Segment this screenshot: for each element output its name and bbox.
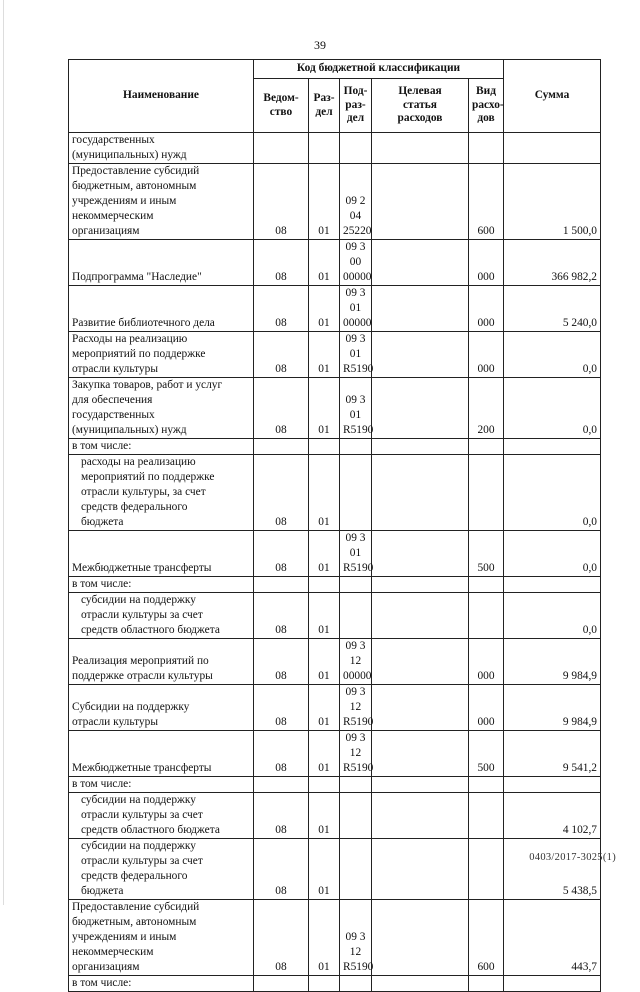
cell-subsection: [340, 455, 372, 531]
table-row: [69, 439, 601, 455]
cell-subsection: 09 3 01 R5190: [340, 378, 372, 439]
cell-section: [309, 976, 340, 992]
cell-section: 01: [309, 531, 340, 577]
cell-amount: 9 541,2: [504, 731, 601, 777]
table-row: [69, 976, 601, 992]
cell-amount: 5 240,0: [504, 286, 601, 332]
cell-expense-kind: 000: [469, 286, 504, 332]
cell-department: 08: [254, 332, 309, 378]
cell-department: 08: [254, 793, 309, 839]
cell-amount: 4 102,7: [504, 793, 601, 839]
cell-expense-kind: [469, 777, 504, 793]
cell-name: субсидии на поддержку отрасли культуры за счет средств областного бюджета: [69, 593, 254, 639]
cell-name: Закупка товаров, работ и услуг для обеспечения государственных (муниципальных) нужд: [69, 378, 254, 439]
cell-section: [309, 133, 340, 164]
cell-section: 01: [309, 639, 340, 685]
page-number: 39: [314, 38, 326, 52]
table-row: [69, 639, 601, 685]
budget-table: [68, 59, 601, 992]
cell-name: Реализация мероприятий по поддержке отрасли культуры: [69, 639, 254, 685]
cell-name: Межбюджетные трансферты: [69, 731, 254, 777]
cell-name: субсидии на поддержку отрасли культуры за счет средств федерального бюджета: [69, 839, 254, 900]
cell-section: 01: [309, 455, 340, 531]
cell-name: Предоставление субсидий бюджетным, автономным учреждениям и иным некоммерческим организациям: [69, 900, 254, 976]
cell-name: Предоставление субсидий бюджетным, автономным учреждениям и иным некоммерческим организациям: [69, 164, 254, 240]
cell-subsection: [340, 439, 372, 455]
cell-target-article: [372, 455, 469, 531]
table-row: [69, 531, 601, 577]
cell-name: государственных (муниципальных) нужд: [69, 133, 254, 164]
cell-target-article: [372, 900, 469, 976]
cell-section: 01: [309, 286, 340, 332]
cell-section: 01: [309, 793, 340, 839]
cell-target-article: [372, 531, 469, 577]
cell-expense-kind: [469, 793, 504, 839]
table-row: [69, 685, 601, 731]
cell-expense-kind: 600: [469, 900, 504, 976]
cell-target-article: [372, 793, 469, 839]
cell-expense-kind: 000: [469, 685, 504, 731]
cell-subsection: 09 3 01 00000: [340, 286, 372, 332]
cell-section: 01: [309, 164, 340, 240]
document-code: 0403/2017-3025(1): [529, 852, 616, 863]
cell-expense-kind: 500: [469, 531, 504, 577]
cell-department: [254, 133, 309, 164]
cell-name: в том числе:: [69, 577, 254, 593]
table-row: [69, 164, 601, 240]
cell-subsection: 09 3 00 00000: [340, 240, 372, 286]
cell-expense-kind: [469, 577, 504, 593]
cell-name: в том числе:: [69, 439, 254, 455]
table-row: [69, 900, 601, 976]
table-body: [69, 133, 601, 992]
table-row: [69, 777, 601, 793]
cell-name: в том числе:: [69, 777, 254, 793]
header-amount: Сумма: [504, 60, 601, 133]
cell-expense-kind: 000: [469, 639, 504, 685]
cell-amount: [504, 133, 601, 164]
cell-amount: 366 982,2: [504, 240, 601, 286]
cell-expense-kind: 000: [469, 240, 504, 286]
header-department: Ведом- ство: [254, 79, 309, 133]
cell-subsection: [340, 593, 372, 639]
cell-expense-kind: 500: [469, 731, 504, 777]
cell-department: [254, 976, 309, 992]
cell-target-article: [372, 685, 469, 731]
cell-subsection: [340, 839, 372, 900]
cell-amount: [504, 777, 601, 793]
cell-expense-kind: 600: [469, 164, 504, 240]
table-row: [69, 577, 601, 593]
cell-amount: 1 500,0: [504, 164, 601, 240]
cell-department: 08: [254, 531, 309, 577]
table-row: [69, 332, 601, 378]
cell-department: 08: [254, 286, 309, 332]
cell-name: Субсидии на поддержку отрасли культуры: [69, 685, 254, 731]
cell-department: 08: [254, 731, 309, 777]
table-row: [69, 133, 601, 164]
cell-subsection: 09 3 12 R5190: [340, 731, 372, 777]
cell-section: 01: [309, 731, 340, 777]
cell-amount: [504, 439, 601, 455]
cell-target-article: [372, 593, 469, 639]
cell-department: 08: [254, 839, 309, 900]
cell-section: [309, 777, 340, 793]
cell-department: 08: [254, 378, 309, 439]
cell-section: 01: [309, 332, 340, 378]
header-classification-group: Код бюджетной классификации: [254, 60, 504, 79]
cell-name: субсидии на поддержку отрасли культуры за счет средств областного бюджета: [69, 793, 254, 839]
cell-expense-kind: [469, 593, 504, 639]
header-name: Наименование: [69, 60, 254, 133]
cell-amount: 0,0: [504, 332, 601, 378]
cell-name: Межбюджетные трансферты: [69, 531, 254, 577]
cell-expense-kind: [469, 439, 504, 455]
cell-target-article: [372, 332, 469, 378]
cell-department: [254, 577, 309, 593]
cell-subsection: 09 3 01 R5190: [340, 332, 372, 378]
table-row: [69, 286, 601, 332]
table-row: [69, 240, 601, 286]
cell-section: 01: [309, 593, 340, 639]
cell-target-article: [372, 133, 469, 164]
cell-amount: [504, 577, 601, 593]
cell-target-article: [372, 439, 469, 455]
cell-department: [254, 439, 309, 455]
cell-expense-kind: [469, 455, 504, 531]
cell-subsection: [340, 793, 372, 839]
table-row: [69, 593, 601, 639]
cell-amount: [504, 976, 601, 992]
cell-department: 08: [254, 593, 309, 639]
table-row: [69, 793, 601, 839]
cell-expense-kind: 000: [469, 332, 504, 378]
cell-subsection: 09 2 04 25220: [340, 164, 372, 240]
cell-department: 08: [254, 900, 309, 976]
cell-department: 08: [254, 639, 309, 685]
cell-name: Расходы на реализацию мероприятий по поддержке отрасли культуры: [69, 332, 254, 378]
cell-section: 01: [309, 685, 340, 731]
cell-target-article: [372, 164, 469, 240]
cell-name: в том числе:: [69, 976, 254, 992]
table-row: [69, 731, 601, 777]
cell-section: 01: [309, 900, 340, 976]
cell-target-article: [372, 378, 469, 439]
table-row: [69, 378, 601, 439]
table-row: [69, 839, 601, 900]
cell-subsection: 09 3 01 R5190: [340, 531, 372, 577]
cell-target-article: [372, 286, 469, 332]
cell-target-article: [372, 577, 469, 593]
cell-department: 08: [254, 685, 309, 731]
cell-target-article: [372, 777, 469, 793]
cell-subsection: 09 3 12 R5190: [340, 900, 372, 976]
cell-department: 08: [254, 164, 309, 240]
cell-target-article: [372, 639, 469, 685]
cell-target-article: [372, 976, 469, 992]
cell-amount: 0,0: [504, 593, 601, 639]
cell-amount: 5 438,5: [504, 839, 601, 900]
cell-amount: 0,0: [504, 531, 601, 577]
cell-amount: 9 984,9: [504, 685, 601, 731]
header-section: Раз- дел: [309, 79, 340, 133]
cell-expense-kind: [469, 839, 504, 900]
table-row: [69, 455, 601, 531]
cell-section: 01: [309, 839, 340, 900]
cell-target-article: [372, 731, 469, 777]
cell-amount: 0,0: [504, 455, 601, 531]
scan-edge: [3, 0, 4, 905]
cell-expense-kind: [469, 976, 504, 992]
cell-target-article: [372, 240, 469, 286]
header-subsection: Под- раз- дел: [340, 79, 372, 133]
cell-section: [309, 439, 340, 455]
cell-subsection: [340, 577, 372, 593]
cell-subsection: [340, 777, 372, 793]
cell-expense-kind: 200: [469, 378, 504, 439]
cell-section: 01: [309, 240, 340, 286]
cell-section: [309, 577, 340, 593]
cell-department: 08: [254, 455, 309, 531]
cell-name: Подпрограмма "Наследие": [69, 240, 254, 286]
cell-amount: 0,0: [504, 378, 601, 439]
cell-amount: 443,7: [504, 900, 601, 976]
cell-department: [254, 777, 309, 793]
cell-target-article: [372, 839, 469, 900]
cell-name: Развитие библиотечного дела: [69, 286, 254, 332]
header-target-article: Целевая статья расходов: [372, 79, 469, 133]
cell-subsection: [340, 133, 372, 164]
cell-name: расходы на реализацию мероприятий по поддержке отрасли культуры, за счет средств федерального бюджета: [69, 455, 254, 531]
cell-subsection: 09 3 12 00000: [340, 639, 372, 685]
cell-subsection: [340, 976, 372, 992]
cell-amount: 9 984,9: [504, 639, 601, 685]
cell-section: 01: [309, 378, 340, 439]
cell-department: 08: [254, 240, 309, 286]
cell-subsection: 09 3 12 R5190: [340, 685, 372, 731]
cell-expense-kind: [469, 133, 504, 164]
header-expense-kind: Вид расхо- дов: [469, 79, 504, 133]
